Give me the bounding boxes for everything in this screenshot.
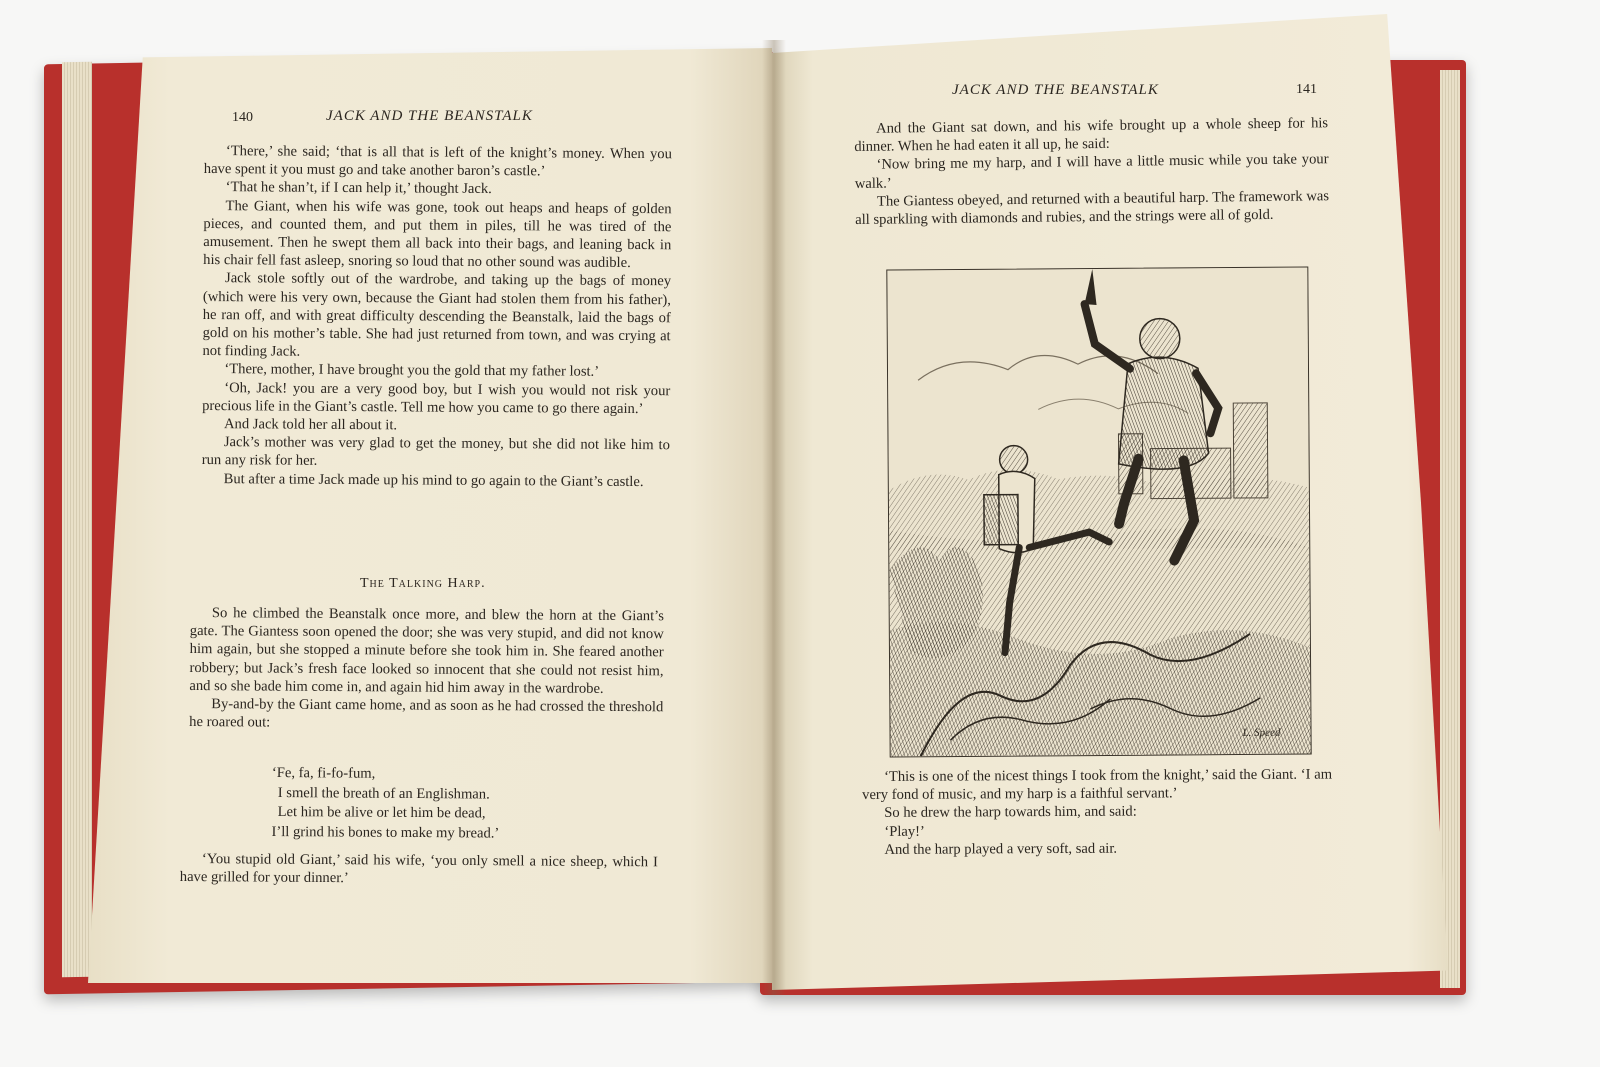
paragraph: And Jack told her all about it. — [223, 416, 398, 434]
verse — [271, 764, 592, 844]
verse-line: ‘Fe, fa, fi-fo-fum, — [271, 765, 376, 782]
paragraph: ‘That he shan’t, if I can help it,’ thought Jack. — [225, 179, 492, 198]
verse-line: Let him be alive or let him be dead, — [277, 804, 486, 822]
paragraph: ‘There, mother, I have brought you the gold that my father lost.’ — [224, 361, 600, 381]
illustration-signature: L. Speed — [1242, 726, 1281, 740]
left-text-mid — [189, 604, 664, 735]
paragraph: So he drew the harp towards him, and said: — [884, 803, 1137, 822]
verse-line: I smell the breath of an Englishman. — [277, 784, 490, 803]
paragraph: ‘There,’ she said; ‘that is all that is left of the knight’s money. When you have spent it you must go and take another baron’s castle.’ — [203, 143, 672, 180]
right-text-bottom — [862, 766, 1332, 859]
left-page-number: 140 — [232, 110, 253, 125]
page-edges-left — [62, 62, 92, 978]
paragraph: ‘Oh, Jack! you are a very good boy, but I wish you would not risk your precious life in the Giant’s castle. Tell me how you came to go there again.’ — [202, 379, 671, 417]
engraving — [887, 268, 1310, 757]
paragraph: The Giant, when his wife was gone, took out heaps and heaps of golden pieces, and counted them, and put them in piles, till he was tired of the amusement. Then he swept them all back into their bags, and leaning back in his chair fell fast asleep, snoring so loud that no other sound was audible. — [203, 197, 672, 272]
section-heading: The Talking Harp. — [360, 576, 486, 591]
paragraph: ‘Play!’ — [884, 823, 925, 840]
verse-line: I’ll grind his bones to make my bread.’ — [271, 823, 500, 842]
paragraph: And the harp played a very soft, sad air. — [884, 840, 1118, 858]
page-edges-right — [1440, 70, 1460, 988]
paragraph: By-and-by the Giant came home, and as soon as he had crossed the threshold he roared out: — [189, 696, 664, 731]
paragraph: Jack’s mother was very glad to get the money, but she did not like him to run any risk for her. — [201, 434, 670, 470]
illustration-jack-fleeing-giant — [886, 267, 1311, 758]
paragraph: Jack stole softly out of the wardrobe, and taking up the bags of money (which were his very own, because the Giant had stolen them from his father), he ran off, and with great difficulty descending the Beanstalk, laid the bags of gold on his mother’s table. She had just returned from town, and was crying at not finding Jack. — [202, 270, 672, 360]
paragraph: And the Giant sat down, and his wife brought up a whole sheep for his dinner. When he had eaten it all up, he said: — [854, 115, 1329, 156]
paragraph: ‘This is one of the nicest things I took from the knight,’ said the Giant. ‘I am very fond of music, and my harp is a faithful servant.’ — [862, 766, 1333, 804]
left-running-head: JACK AND THE BEANSTALK — [326, 108, 533, 124]
paragraph: ‘You stupid old Giant,’ said his wife, ‘you only smell a nice sheep, which I have grilled for your dinner.’ — [179, 851, 658, 887]
left-text-end — [180, 850, 658, 890]
paragraph: The Giantess obeyed, and returned with a beautiful harp. The framework was all sparkling with diamonds and rubies, and the strings were all of gold. — [855, 188, 1330, 229]
paragraph: But after a time Jack made up his mind to go again to the Giant’s castle. — [223, 470, 644, 490]
right-page-number: 141 — [1296, 82, 1317, 97]
paragraph: So he climbed the Beanstalk once more, and blew the horn at the Giant’s gate. The Giantess soon opened the door; she was very stupid, and did not know him again, but she stopped a minute before she took him in. She feared another robbery; but Jack’s fresh face looked so innocent that she could not resist him, and so she bade him come in, and again hid him away in the wardrobe. — [189, 605, 664, 697]
right-text-top — [854, 114, 1329, 229]
right-running-head: JACK AND THE BEANSTALK — [952, 82, 1159, 98]
left-text-top — [202, 142, 672, 491]
book-gutter — [762, 40, 786, 995]
paragraph: ‘Now bring me my harp, and I will have a little music while you take your walk.’ — [854, 151, 1329, 192]
